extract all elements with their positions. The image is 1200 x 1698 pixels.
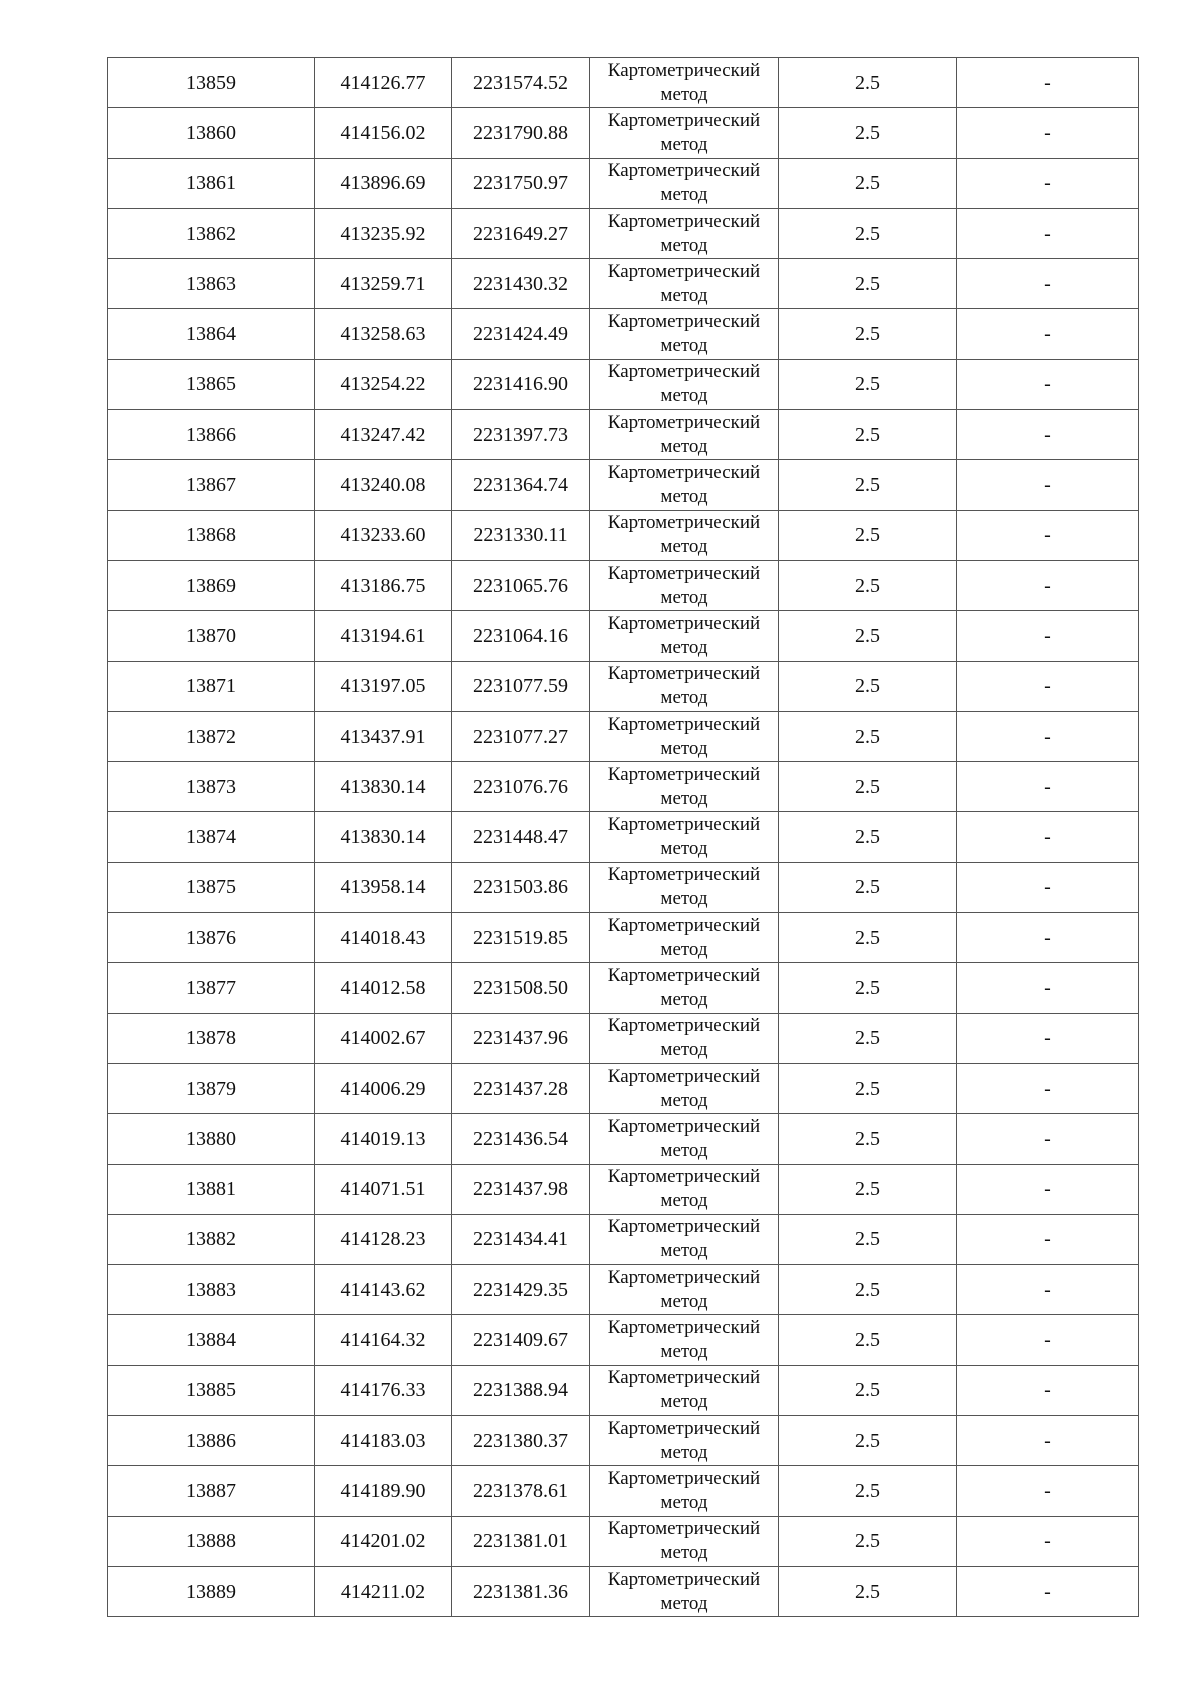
method-cell	[590, 1566, 779, 1616]
method-label-line1: Картометрический	[607, 713, 761, 735]
description-cell: -	[957, 1164, 1139, 1214]
y-coordinate-cell: 2231077.59	[452, 661, 590, 711]
x-coordinate-cell: 413830.14	[315, 762, 452, 812]
table-row	[108, 1466, 1139, 1516]
y-coordinate-cell: 2231378.61	[452, 1466, 590, 1516]
description-cell: -	[957, 410, 1139, 460]
description-cell: -	[957, 259, 1139, 309]
accuracy-cell: 2.5	[779, 913, 957, 963]
x-coordinate-cell: 414128.23	[315, 1214, 452, 1264]
point-number-cell: 13863	[108, 259, 315, 309]
point-number-cell: 13886	[108, 1416, 315, 1466]
accuracy-cell: 2.5	[779, 1416, 957, 1466]
accuracy-cell: 2.5	[779, 812, 957, 862]
description-cell: -	[957, 158, 1139, 208]
table-row	[108, 259, 1139, 309]
table-row	[108, 1013, 1139, 1063]
x-coordinate-cell: 414164.32	[315, 1315, 452, 1365]
accuracy-cell: 2.5	[779, 1365, 957, 1415]
method-label-line2: метод	[660, 888, 708, 910]
method-label-line1: Картометрический	[607, 612, 761, 634]
accuracy-cell: 2.5	[779, 1566, 957, 1616]
accuracy-cell: 2.5	[779, 108, 957, 158]
description-cell: -	[957, 1315, 1139, 1365]
method-label-line2: метод	[660, 1592, 708, 1614]
y-coordinate-cell: 2231397.73	[452, 410, 590, 460]
table-row	[108, 1164, 1139, 1214]
method-cell	[590, 410, 779, 460]
coordinates-table	[107, 57, 1139, 1617]
y-coordinate-cell: 2231434.41	[452, 1214, 590, 1264]
point-number-cell: 13879	[108, 1063, 315, 1113]
x-coordinate-cell: 414189.90	[315, 1466, 452, 1516]
method-label-line1: Картометрический	[607, 311, 761, 333]
y-coordinate-cell: 2231430.32	[452, 259, 590, 309]
method-label-line2: метод	[660, 1441, 708, 1463]
point-number-cell: 13885	[108, 1365, 315, 1415]
accuracy-cell: 2.5	[779, 410, 957, 460]
description-cell: -	[957, 1365, 1139, 1415]
y-coordinate-cell: 2231381.01	[452, 1516, 590, 1566]
point-number-cell: 13874	[108, 812, 315, 862]
method-label-line2: метод	[660, 1391, 708, 1413]
table-row	[108, 711, 1139, 761]
x-coordinate-cell: 413958.14	[315, 862, 452, 912]
point-number-cell: 13889	[108, 1566, 315, 1616]
description-cell: -	[957, 560, 1139, 610]
point-number-cell: 13872	[108, 711, 315, 761]
method-cell	[590, 611, 779, 661]
method-cell	[590, 158, 779, 208]
method-cell	[590, 58, 779, 108]
accuracy-cell: 2.5	[779, 611, 957, 661]
y-coordinate-cell: 2231065.76	[452, 560, 590, 610]
method-label-line1: Картометрический	[607, 1367, 761, 1389]
y-coordinate-cell: 2231436.54	[452, 1114, 590, 1164]
table-row	[108, 1365, 1139, 1415]
description-cell: -	[957, 913, 1139, 963]
table-row	[108, 510, 1139, 560]
method-label-line1: Картометрический	[607, 1216, 761, 1238]
method-label-line2: метод	[660, 536, 708, 558]
table-row	[108, 410, 1139, 460]
table-row	[108, 460, 1139, 510]
description-cell: -	[957, 611, 1139, 661]
coordinates-table-body	[108, 58, 1139, 1617]
accuracy-cell: 2.5	[779, 762, 957, 812]
method-cell	[590, 963, 779, 1013]
point-number-cell: 13859	[108, 58, 315, 108]
table-row	[108, 359, 1139, 409]
method-label-line1: Картометрический	[607, 160, 761, 182]
description-cell: -	[957, 309, 1139, 359]
x-coordinate-cell: 413254.22	[315, 359, 452, 409]
y-coordinate-cell: 2231409.67	[452, 1315, 590, 1365]
accuracy-cell: 2.5	[779, 1214, 957, 1264]
x-coordinate-cell: 414012.58	[315, 963, 452, 1013]
x-coordinate-cell: 414126.77	[315, 58, 452, 108]
table-row	[108, 1566, 1139, 1616]
method-cell	[590, 1466, 779, 1516]
point-number-cell: 13877	[108, 963, 315, 1013]
method-label-line2: метод	[660, 636, 708, 658]
x-coordinate-cell: 413830.14	[315, 812, 452, 862]
method-cell	[590, 560, 779, 610]
method-label-line1: Картометрический	[607, 1568, 761, 1590]
accuracy-cell: 2.5	[779, 309, 957, 359]
point-number-cell: 13882	[108, 1214, 315, 1264]
method-label-line2: метод	[660, 787, 708, 809]
method-label-line2: метод	[660, 234, 708, 256]
method-label-line1: Картометрический	[607, 562, 761, 584]
method-label-line2: метод	[660, 284, 708, 306]
x-coordinate-cell: 414156.02	[315, 108, 452, 158]
method-label-line2: метод	[660, 335, 708, 357]
point-number-cell: 13888	[108, 1516, 315, 1566]
method-label-line1: Картометрический	[607, 964, 761, 986]
method-cell	[590, 510, 779, 560]
point-number-cell: 13868	[108, 510, 315, 560]
description-cell: -	[957, 1214, 1139, 1264]
accuracy-cell: 2.5	[779, 158, 957, 208]
y-coordinate-cell: 2231574.52	[452, 58, 590, 108]
description-cell: -	[957, 359, 1139, 409]
method-cell	[590, 1114, 779, 1164]
table-row	[108, 1063, 1139, 1113]
x-coordinate-cell: 413197.05	[315, 661, 452, 711]
y-coordinate-cell: 2231364.74	[452, 460, 590, 510]
method-label-line2: метод	[660, 83, 708, 105]
method-cell	[590, 1516, 779, 1566]
accuracy-cell: 2.5	[779, 1164, 957, 1214]
description-cell: -	[957, 1566, 1139, 1616]
x-coordinate-cell: 414211.02	[315, 1566, 452, 1616]
x-coordinate-cell: 413186.75	[315, 560, 452, 610]
x-coordinate-cell: 413896.69	[315, 158, 452, 208]
method-label-line2: метод	[660, 1089, 708, 1111]
table-row	[108, 1214, 1139, 1264]
method-label-line1: Картометрический	[607, 1266, 761, 1288]
accuracy-cell: 2.5	[779, 259, 957, 309]
description-cell: -	[957, 1265, 1139, 1315]
description-cell: -	[957, 762, 1139, 812]
description-cell: -	[957, 711, 1139, 761]
y-coordinate-cell: 2231424.49	[452, 309, 590, 359]
method-cell	[590, 1365, 779, 1415]
accuracy-cell: 2.5	[779, 1114, 957, 1164]
y-coordinate-cell: 2231380.37	[452, 1416, 590, 1466]
x-coordinate-cell: 414143.62	[315, 1265, 452, 1315]
method-label-line2: метод	[660, 1190, 708, 1212]
method-cell	[590, 661, 779, 711]
method-label-line2: метод	[660, 1341, 708, 1363]
point-number-cell: 13866	[108, 410, 315, 460]
x-coordinate-cell: 414183.03	[315, 1416, 452, 1466]
table-row	[108, 963, 1139, 1013]
accuracy-cell: 2.5	[779, 359, 957, 409]
method-cell	[590, 1164, 779, 1214]
description-cell: -	[957, 812, 1139, 862]
x-coordinate-cell: 413233.60	[315, 510, 452, 560]
x-coordinate-cell: 414201.02	[315, 1516, 452, 1566]
method-cell	[590, 1265, 779, 1315]
method-label-line2: метод	[660, 1039, 708, 1061]
method-cell	[590, 1063, 779, 1113]
description-cell: -	[957, 510, 1139, 560]
description-cell: -	[957, 1516, 1139, 1566]
table-row	[108, 611, 1139, 661]
point-number-cell: 13861	[108, 158, 315, 208]
method-cell	[590, 1013, 779, 1063]
method-label-line1: Картометрический	[607, 411, 761, 433]
method-label-line1: Картометрический	[607, 109, 761, 131]
point-number-cell: 13860	[108, 108, 315, 158]
accuracy-cell: 2.5	[779, 58, 957, 108]
table-row	[108, 1265, 1139, 1315]
method-label-line2: метод	[660, 133, 708, 155]
description-cell: -	[957, 862, 1139, 912]
method-label-line2: метод	[660, 1139, 708, 1161]
point-number-cell: 13862	[108, 208, 315, 258]
method-cell	[590, 309, 779, 359]
method-label-line2: метод	[660, 687, 708, 709]
method-cell	[590, 108, 779, 158]
method-label-line2: метод	[660, 988, 708, 1010]
method-cell	[590, 259, 779, 309]
method-label-line2: метод	[660, 737, 708, 759]
method-cell	[590, 1416, 779, 1466]
method-label-line1: Картометрический	[607, 1166, 761, 1188]
accuracy-cell: 2.5	[779, 1466, 957, 1516]
method-label-line1: Картометрический	[607, 260, 761, 282]
method-label-line2: метод	[660, 586, 708, 608]
point-number-cell: 13870	[108, 611, 315, 661]
description-cell: -	[957, 1466, 1139, 1516]
description-cell: -	[957, 1013, 1139, 1063]
y-coordinate-cell: 2231330.11	[452, 510, 590, 560]
x-coordinate-cell: 413240.08	[315, 460, 452, 510]
method-label-line2: метод	[660, 486, 708, 508]
description-cell: -	[957, 1114, 1139, 1164]
table-row	[108, 913, 1139, 963]
y-coordinate-cell: 2231064.16	[452, 611, 590, 661]
description-cell: -	[957, 208, 1139, 258]
method-cell	[590, 711, 779, 761]
table-row	[108, 1315, 1139, 1365]
method-cell	[590, 913, 779, 963]
accuracy-cell: 2.5	[779, 460, 957, 510]
y-coordinate-cell: 2231437.98	[452, 1164, 590, 1214]
method-label-line1: Картометрический	[607, 361, 761, 383]
accuracy-cell: 2.5	[779, 208, 957, 258]
table-row	[108, 661, 1139, 711]
method-label-line1: Картометрический	[607, 59, 761, 81]
method-label-line2: метод	[660, 1290, 708, 1312]
accuracy-cell: 2.5	[779, 1265, 957, 1315]
table-row	[108, 560, 1139, 610]
table-row	[108, 1516, 1139, 1566]
table-row	[108, 58, 1139, 108]
x-coordinate-cell: 413235.92	[315, 208, 452, 258]
point-number-cell: 13883	[108, 1265, 315, 1315]
x-coordinate-cell: 414019.13	[315, 1114, 452, 1164]
x-coordinate-cell: 413258.63	[315, 309, 452, 359]
method-label-line2: метод	[660, 938, 708, 960]
description-cell: -	[957, 963, 1139, 1013]
method-label-line2: метод	[660, 184, 708, 206]
table-row	[108, 812, 1139, 862]
y-coordinate-cell: 2231437.28	[452, 1063, 590, 1113]
point-number-cell: 13867	[108, 460, 315, 510]
point-number-cell: 13875	[108, 862, 315, 912]
x-coordinate-cell: 414176.33	[315, 1365, 452, 1415]
point-number-cell: 13876	[108, 913, 315, 963]
method-label-line1: Картометрический	[607, 763, 761, 785]
method-label-line2: метод	[660, 838, 708, 860]
description-cell: -	[957, 661, 1139, 711]
point-number-cell: 13881	[108, 1164, 315, 1214]
accuracy-cell: 2.5	[779, 510, 957, 560]
method-label-line1: Картометрический	[607, 1467, 761, 1489]
table-row	[108, 762, 1139, 812]
y-coordinate-cell: 2231381.36	[452, 1566, 590, 1616]
y-coordinate-cell: 2231437.96	[452, 1013, 590, 1063]
accuracy-cell: 2.5	[779, 560, 957, 610]
method-label-line1: Картометрический	[607, 1065, 761, 1087]
accuracy-cell: 2.5	[779, 963, 957, 1013]
accuracy-cell: 2.5	[779, 862, 957, 912]
description-cell: -	[957, 108, 1139, 158]
method-label-line1: Картометрический	[607, 1518, 761, 1540]
table-row	[108, 1416, 1139, 1466]
y-coordinate-cell: 2231508.50	[452, 963, 590, 1013]
method-cell	[590, 862, 779, 912]
method-label-line1: Картометрический	[607, 663, 761, 685]
y-coordinate-cell: 2231076.76	[452, 762, 590, 812]
description-cell: -	[957, 58, 1139, 108]
method-label-line1: Картометрический	[607, 1317, 761, 1339]
y-coordinate-cell: 2231503.86	[452, 862, 590, 912]
x-coordinate-cell: 413259.71	[315, 259, 452, 309]
accuracy-cell: 2.5	[779, 1013, 957, 1063]
accuracy-cell: 2.5	[779, 1315, 957, 1365]
method-cell	[590, 208, 779, 258]
method-label-line2: метод	[660, 385, 708, 407]
x-coordinate-cell: 413247.42	[315, 410, 452, 460]
point-number-cell: 13884	[108, 1315, 315, 1365]
point-number-cell: 13880	[108, 1114, 315, 1164]
method-label-line2: метод	[660, 1240, 708, 1262]
y-coordinate-cell: 2231790.88	[452, 108, 590, 158]
method-label-line1: Картометрический	[607, 512, 761, 534]
method-cell	[590, 812, 779, 862]
description-cell: -	[957, 460, 1139, 510]
method-label-line2: метод	[660, 435, 708, 457]
accuracy-cell: 2.5	[779, 711, 957, 761]
y-coordinate-cell: 2231416.90	[452, 359, 590, 409]
method-cell	[590, 1315, 779, 1365]
table-row	[108, 309, 1139, 359]
point-number-cell: 13871	[108, 661, 315, 711]
accuracy-cell: 2.5	[779, 1516, 957, 1566]
method-label-line1: Картометрический	[607, 1015, 761, 1037]
point-number-cell: 13869	[108, 560, 315, 610]
point-number-cell: 13887	[108, 1466, 315, 1516]
y-coordinate-cell: 2231649.27	[452, 208, 590, 258]
accuracy-cell: 2.5	[779, 661, 957, 711]
table-row	[108, 108, 1139, 158]
method-cell	[590, 460, 779, 510]
x-coordinate-cell: 414006.29	[315, 1063, 452, 1113]
method-label-line1: Картометрический	[607, 1417, 761, 1439]
x-coordinate-cell: 414018.43	[315, 913, 452, 963]
y-coordinate-cell: 2231077.27	[452, 711, 590, 761]
method-label-line1: Картометрический	[607, 1115, 761, 1137]
point-number-cell: 13864	[108, 309, 315, 359]
method-label-line1: Картометрический	[607, 864, 761, 886]
table-row	[108, 208, 1139, 258]
x-coordinate-cell: 414002.67	[315, 1013, 452, 1063]
x-coordinate-cell: 413194.61	[315, 611, 452, 661]
table-row	[108, 158, 1139, 208]
x-coordinate-cell: 413437.91	[315, 711, 452, 761]
method-label-line2: метод	[660, 1491, 708, 1513]
table-row	[108, 1114, 1139, 1164]
description-cell: -	[957, 1063, 1139, 1113]
y-coordinate-cell: 2231519.85	[452, 913, 590, 963]
point-number-cell: 13865	[108, 359, 315, 409]
method-cell	[590, 762, 779, 812]
table-row	[108, 862, 1139, 912]
method-label-line1: Картометрический	[607, 914, 761, 936]
point-number-cell: 13878	[108, 1013, 315, 1063]
x-coordinate-cell: 414071.51	[315, 1164, 452, 1214]
method-cell	[590, 1214, 779, 1264]
accuracy-cell: 2.5	[779, 1063, 957, 1113]
y-coordinate-cell: 2231429.35	[452, 1265, 590, 1315]
method-label-line2: метод	[660, 1542, 708, 1564]
y-coordinate-cell: 2231388.94	[452, 1365, 590, 1415]
method-label-line1: Картометрический	[607, 210, 761, 232]
method-label-line1: Картометрический	[607, 462, 761, 484]
method-label-line1: Картометрический	[607, 814, 761, 836]
point-number-cell: 13873	[108, 762, 315, 812]
description-cell: -	[957, 1416, 1139, 1466]
y-coordinate-cell: 2231750.97	[452, 158, 590, 208]
y-coordinate-cell: 2231448.47	[452, 812, 590, 862]
method-cell	[590, 359, 779, 409]
